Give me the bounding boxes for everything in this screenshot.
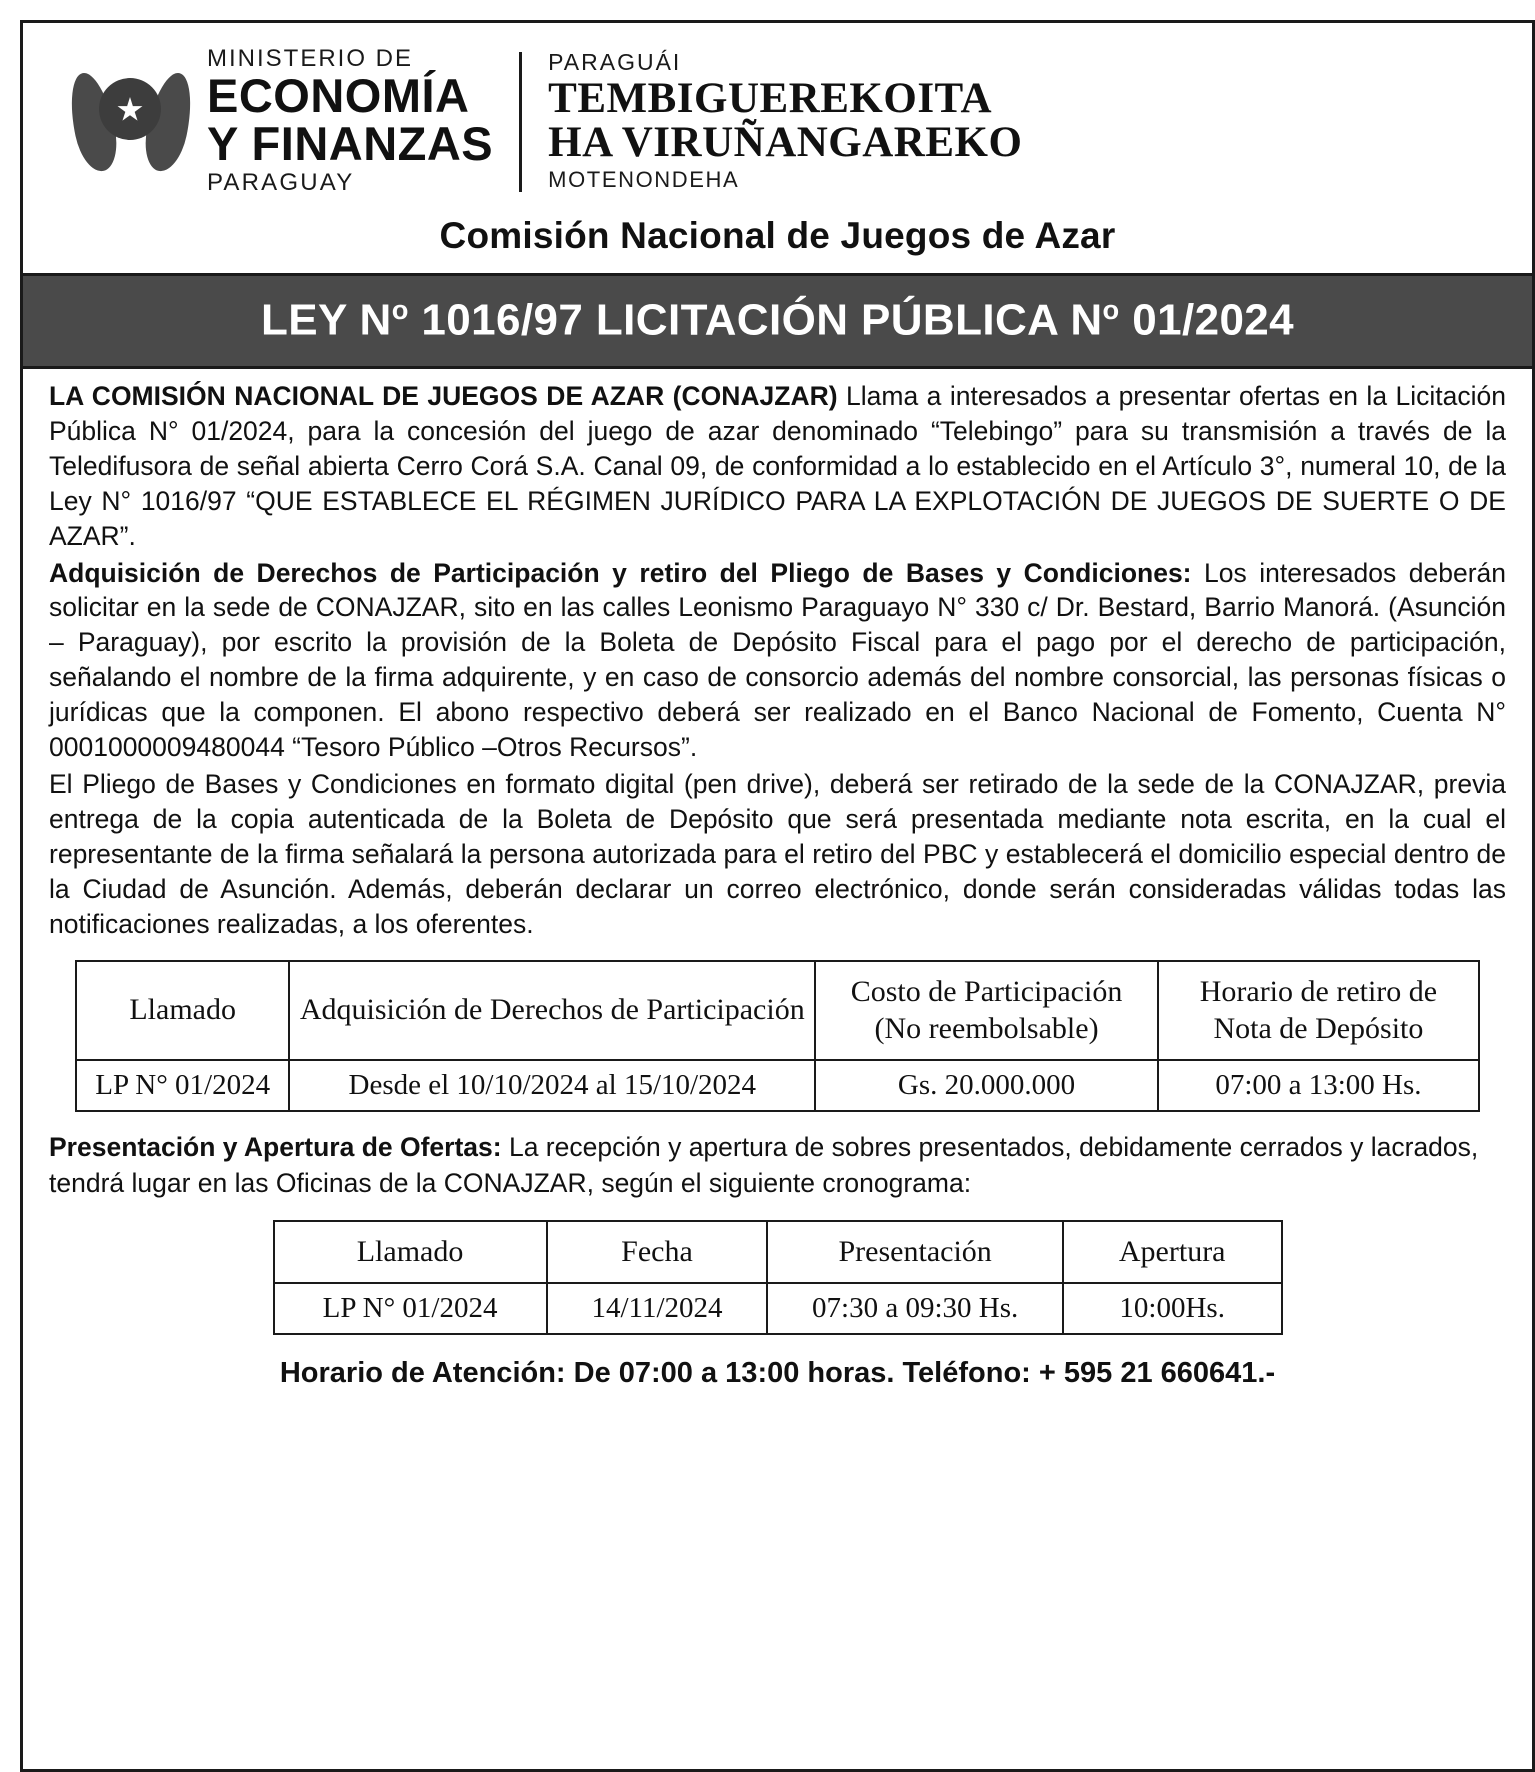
schedule-table [273,1220,1283,1336]
coat-of-arms-seal-icon [73,64,189,180]
paragraph-4-lead: Presentación y Apertura de Ofertas: [49,1132,502,1163]
table-row [274,1283,1282,1334]
cell-horario: 07:00 a 13:00 Hs. [1158,1060,1479,1111]
th-adquisicion: Adquisición de Derechos de Participación [289,961,815,1060]
guarani-line-2: TEMBIGUEREKOITA [548,74,993,122]
cell-fecha: 14/11/2024 [547,1283,768,1334]
banner-text-mid: 1016/97 LICITACIÓN PÚBLICA N [408,295,1103,345]
th-llamado: Llamado [76,961,289,1060]
contact-footer: Horario de Atención: De 07:00 a 13:00 horas. Teléfono: + 595 21 660641.- [279,1357,1276,1390]
law-banner [23,273,1532,369]
banner-sup-1: o [391,294,409,325]
cell-presentacion: 07:30 a 09:30 Hs. [767,1283,1063,1334]
notice-body [23,369,1532,943]
paragraph-2-text: Los interesados deberán solicitar en la sede de CONAJZAR, sito en las calles Leonismo Paraguayo N° 330 c/ Dr. Bestard, Barrio Manorá. (Asunción – Paraguay), por escrito la provisión de la Boleta de Depósito Fiscal para el pago por el derecho de participación, señalando el nombre de la firma adquirente, y en caso de consorcio además del nombre consorcial, las personas físicas o jurídicas que la componen. El abono respectivo deberá ser realizado en el Banco Nacional de Fomento, Cuenta N° 0001000009480044 “Tesoro Público –Otros Recursos”. [49,557,1506,763]
paragraph-4-text: La recepción y apertura de sobres presentados, debidamente cerrados y lacrados, tendrá lugar en las Oficinas de la CONAJZAR, según el siguiente cronograma: [49,1132,1479,1199]
th-horario: Horario de retiro de Nota de Depósito [1158,961,1479,1060]
cell-apertura: 10:00Hs. [1063,1283,1282,1334]
paragraph-1-lead: LA COMISIÓN NACIONAL DE JUEGOS DE AZAR (CONAJZAR) [49,380,838,411]
participation-table-wrap [23,944,1532,1112]
cell-adquisicion: Desde el 10/10/2024 al 15/10/2024 [289,1060,815,1111]
cell-costo: Gs. 20.000.000 [815,1060,1158,1111]
table-header-row [76,961,1479,1060]
th-costo: Costo de Participación (No reembolsable) [815,961,1158,1060]
schedule-table-wrap [23,1202,1532,1336]
paragraph-1-text: Llama a interesados a presentar ofertas en la Licitación Pública N° 01/2024, para la concesión del juego de azar denominado “Telebingo” para su transmisión a través de la Teledifusora de señal abierta Cerro Corá S.A. Canal 09, de conformidad a lo establecido en el Artículo 3°, numeral 10, de la Ley N° 1016/97 “QUE ESTABLECE EL RÉGIMEN JURÍDICO PARA LA EXPLOTACIÓN DE JUEGOS DE SUERTE O DE AZAR”. [49,380,1507,551]
institutional-header [23,23,1532,213]
guarani-line-1: PARAGUÁI [548,49,682,76]
ministry-line-1: MINISTERIO DE [207,44,414,72]
document-frame [20,20,1535,1772]
cell-llamado: LP N° 01/2024 [76,1060,289,1111]
th-fecha: Fecha [547,1221,768,1284]
paragraph-2-lead: Adquisición de Derechos de Participación y retiro del Pliego de Bases y Condiciones: [49,557,1192,588]
th-llamado-2: Llamado [274,1221,547,1284]
guarani-line-3: HA VIRUÑANGAREKO [548,119,1023,167]
ministry-line-3: Y FINANZAS [207,117,494,171]
banner-text-after: 01/2024 [1119,295,1295,345]
paragraph-3: El Pliego de Bases y Condiciones en formato digital (pen drive), deberá ser retirado de la sede de la CONAJZAR, previa entrega de la copia autenticada de la Boleta de Depósito que será presentada mediante nota escrita, en la cual el representante de la firma señalará la persona autorizada para el retiro del PBC y establecerá el domicilio especial dentro de la Ciudad de Asunción. Además, deberán declarar un correo electrónico, donde serán consideradas válidas todas las notificaciones realizadas, a los oferentes. [49,769,1506,940]
commission-title: Comisión Nacional de Juegos de Azar [439,215,1116,256]
banner-text-before: LEY N [260,295,392,345]
th-apertura: Apertura [1063,1221,1282,1284]
ministry-line-4: PARAGUAY [207,169,355,197]
cell-llamado-2: LP N° 01/2024 [274,1283,547,1334]
table-header-row [274,1221,1282,1284]
th-presentacion: Presentación [767,1221,1063,1284]
ministry-line-2: ECONOMÍA [207,69,470,123]
banner-sup-2: o [1102,294,1120,325]
paragraph-4 [23,1112,1532,1202]
table-row [76,1060,1479,1111]
guarani-line-4: MOTENONDEHA [548,167,740,193]
participation-table [75,960,1480,1112]
paragraph-2 [49,556,1506,766]
ministry-wordmark [207,46,1022,198]
paragraph-1 [49,379,1506,554]
